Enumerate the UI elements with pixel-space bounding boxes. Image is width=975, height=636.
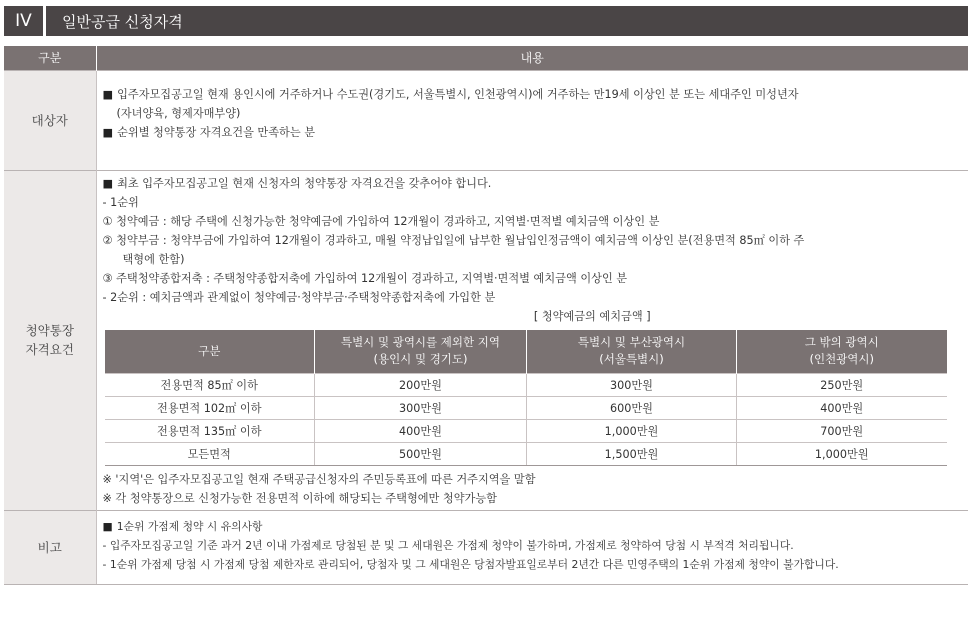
table-cell: 200만원 bbox=[315, 374, 527, 397]
table-cell: 300만원 bbox=[527, 374, 737, 397]
table-cell: 모든면적 bbox=[105, 443, 315, 466]
remarks-label: 비고 bbox=[4, 511, 96, 585]
row-target bbox=[4, 70, 968, 170]
table-row bbox=[105, 443, 947, 466]
target-line-2: (자녀양육, 형제자매부양) bbox=[116, 106, 241, 120]
table-cell: 400만원 bbox=[315, 420, 527, 443]
table-cell: 700만원 bbox=[737, 420, 947, 443]
table-row bbox=[105, 374, 947, 397]
deposit-header: 구분 bbox=[105, 330, 315, 374]
note-2: ※ 각 청약통장으로 신청가능한 전용면적 이하에 해당되는 주택형에만 청약가능함 bbox=[102, 492, 497, 505]
row-qualification bbox=[4, 170, 968, 511]
remarks-line-2: - 1순위 가점제 당첨 시 가점제 당첨 제한자로 관리되어, 당첨자 및 그 세대원은 당첨자발표일로부터 2년간 다른 민영주택의 1순위 가점제 청약이 불가합니다. bbox=[102, 558, 839, 571]
qualification-label-line1: 청약통장 bbox=[25, 323, 74, 339]
table-cell: 600만원 bbox=[527, 397, 737, 420]
row-remarks bbox=[4, 511, 968, 585]
deposit-table bbox=[105, 330, 947, 467]
section-title: 일반공급 신청자격 bbox=[46, 6, 968, 36]
remarks-line-1: - 입주자모집공고일 기준 과거 2년 이내 가점제로 당첨된 분 및 그 세대원은 가점제 청약이 불가하며, 가점제로 청약하여 당첨 시 부적격 처리됩니다. bbox=[102, 539, 794, 552]
section-header bbox=[4, 6, 968, 36]
target-content bbox=[96, 70, 968, 170]
rank1-item-3: ③ 주택청약종합저축 : 주택청약종합저축에 가입하여 12개월이 경과하고, 지역별·면적별 예치금액 이상인 분 bbox=[102, 271, 628, 285]
table-cell: 1,000만원 bbox=[737, 443, 947, 466]
rank1-item-1: ① 청약예금 : 해당 주택에 신청가능한 청약예금에 가입하여 12개월이 경과하고, 지역별·면적별 예치금액 이상인 분 bbox=[102, 214, 660, 228]
target-line-1: ■ 입주자모집공고일 현재 용인시에 거주하거나 수도권(경기도, 서울특별시, 인천광역시)에 거주하는 만19세 이상인 분 또는 세대주인 미성년자 bbox=[103, 85, 963, 104]
table-cell: 1,000만원 bbox=[527, 420, 737, 443]
header-category: 구분 bbox=[4, 46, 96, 70]
remarks-content bbox=[96, 511, 968, 585]
deposit-header: 그 밖의 광역시 (인천광역시) bbox=[737, 330, 947, 374]
table-cell: 전용면적 135㎡ 이하 bbox=[105, 420, 315, 443]
section-number: IV bbox=[4, 6, 46, 36]
deposit-header: 특별시 및 광역시를 제외한 지역 (용인시 및 경기도) bbox=[315, 330, 527, 374]
eligibility-table bbox=[4, 46, 968, 585]
qualification-label bbox=[4, 170, 96, 511]
deposit-header-row bbox=[105, 330, 947, 374]
qualification-content bbox=[96, 170, 968, 511]
rank1-item-2a: ② 청약부금 : 청약부금에 가입하여 12개월이 경과하고, 매월 약정납입일에 납부한 월납입인정금액이 예치금액 이상인 분(전용면적 85㎡ 이하 주 bbox=[102, 233, 805, 247]
rank1-heading: - 1순위 bbox=[102, 195, 139, 209]
header-content: 내용 bbox=[96, 46, 968, 70]
table-cell: 전용면적 102㎡ 이하 bbox=[105, 397, 315, 420]
table-cell: 300만원 bbox=[315, 397, 527, 420]
table-row bbox=[105, 420, 947, 443]
table-cell: 전용면적 85㎡ 이하 bbox=[105, 374, 315, 397]
rank1-item-2b: 택형에 한함) bbox=[122, 252, 185, 266]
table-cell: 1,500만원 bbox=[527, 443, 737, 466]
qualification-intro: ■ 최초 입주자모집공고일 현재 신청자의 청약통장 자격요건을 갖추어야 합니다. bbox=[103, 174, 963, 193]
target-label: 대상자 bbox=[4, 70, 96, 170]
deposit-header: 특별시 및 부산광역시 (서울특별시) bbox=[527, 330, 737, 374]
table-cell: 250만원 bbox=[737, 374, 947, 397]
rank2-line: - 2순위 : 예치금액과 관계없이 청약예금·청약부금·주택청약종합저축에 가입한 분 bbox=[102, 290, 496, 304]
deposit-table-caption: [ 청약예금의 예치금액 ] bbox=[533, 309, 651, 323]
note-1: ※ '지역'은 입주자모집공고일 현재 주택공급신청자의 주민등록표에 따른 거주지역을 말함 bbox=[102, 473, 536, 486]
table-cell: 400만원 bbox=[737, 397, 947, 420]
table-cell: 500만원 bbox=[315, 443, 527, 466]
target-line-3: ■ 순위별 청약통장 자격요건을 만족하는 분 bbox=[103, 123, 963, 142]
qualification-label-line2: 자격요건 bbox=[25, 342, 74, 358]
table-header-row bbox=[4, 46, 968, 70]
remarks-title: ■ 1순위 가점제 청약 시 유의사항 bbox=[103, 517, 963, 536]
table-row bbox=[105, 397, 947, 420]
